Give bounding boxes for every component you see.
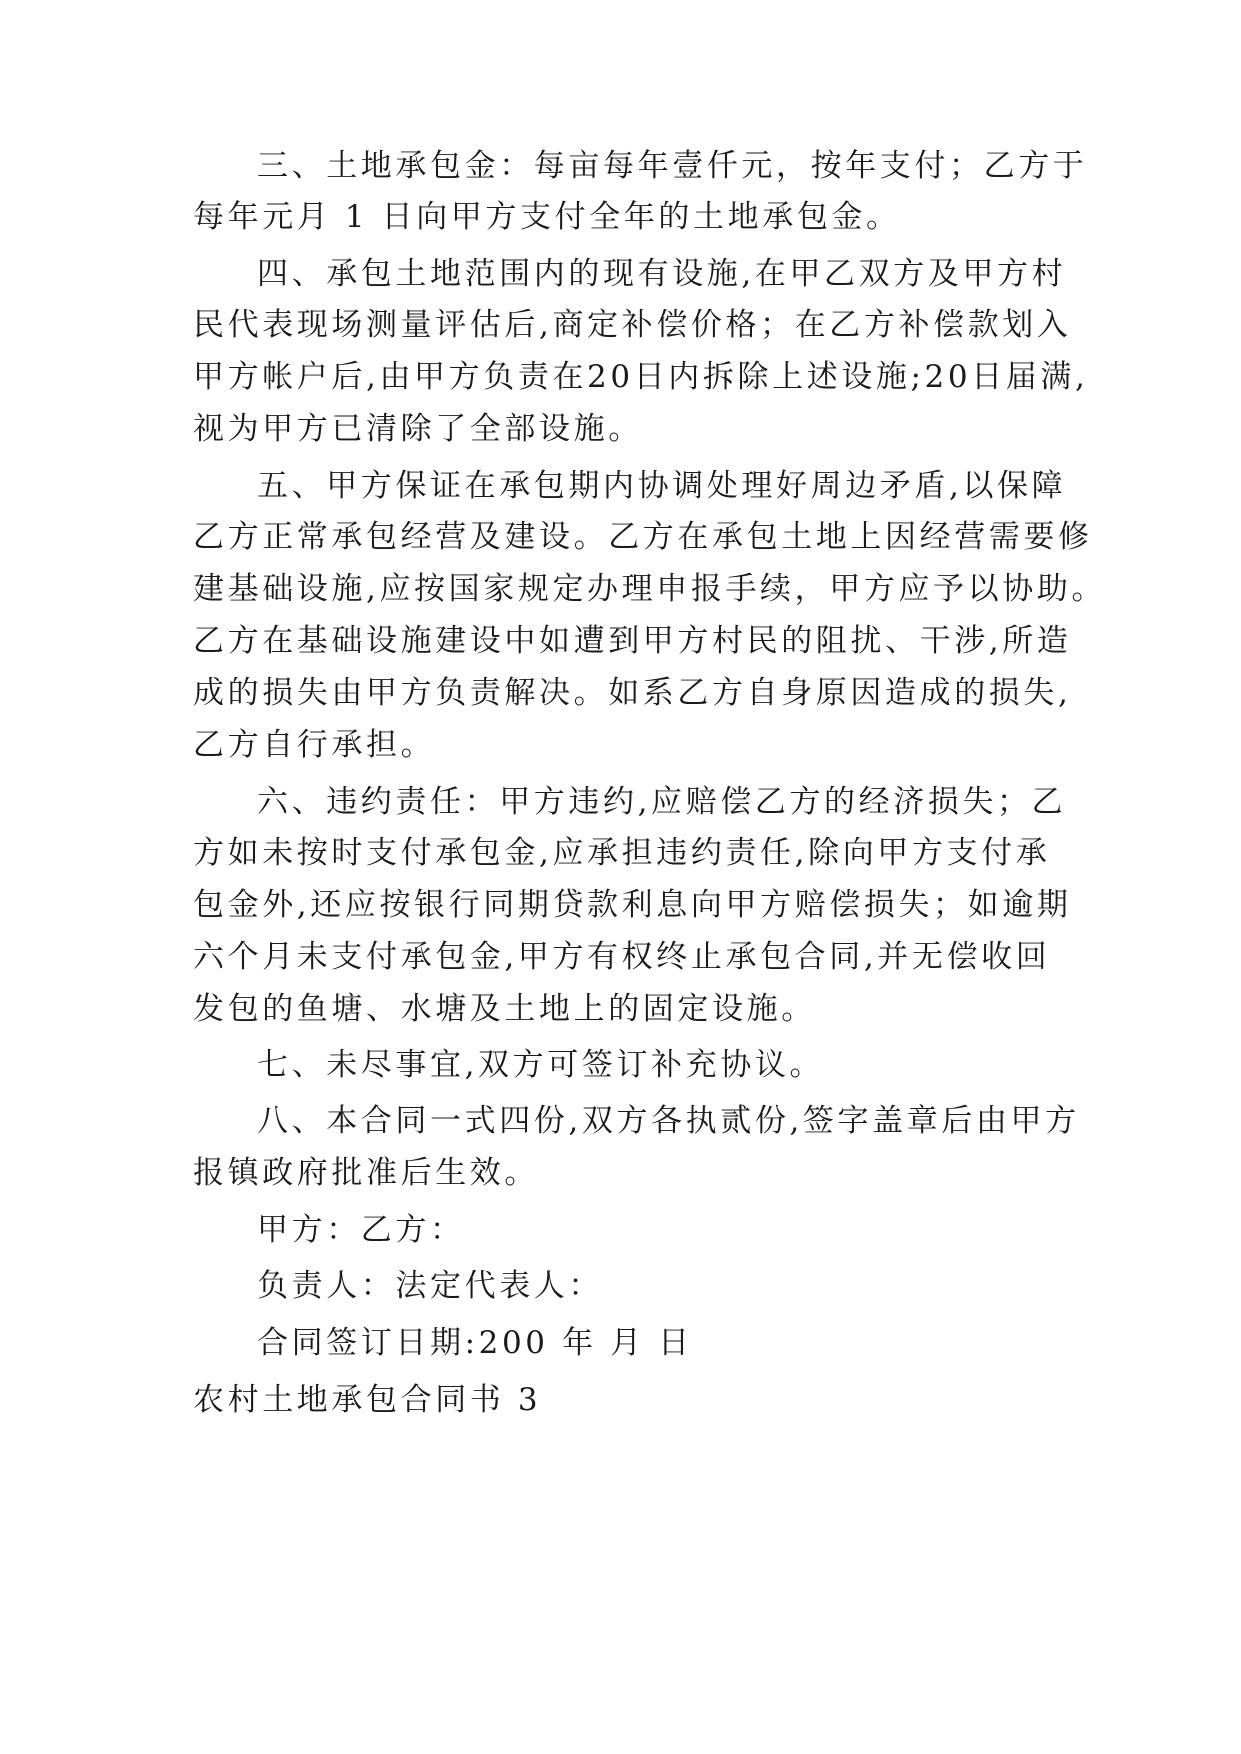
- clause-5-line-6: 乙方自行承担。: [193, 727, 436, 763]
- clause-6-line-4: 六个月未支付承包金,甲方有权终止承包合同,并无偿收回: [193, 939, 1051, 975]
- clause-7-line-1: 七、未尽事宜,双方可签订补充协议。: [257, 1047, 825, 1083]
- clause-5-line-1: 五、甲方保证在承包期内协调处理好周边矛盾,以保障: [257, 468, 1067, 504]
- clause-4-line-2: 民代表现场测量评估后,商定补偿价格；在乙方补偿款划入: [193, 307, 1072, 343]
- signature-representatives: 负责人：法定代表人：: [257, 1268, 603, 1304]
- clause-3-line-1: 三、土地承包金：每亩每年壹仟元，按年支付；乙方于: [257, 148, 1088, 184]
- clause-4-line-1: 四、承包土地范围内的现有设施,在甲乙双方及甲方村: [257, 256, 1067, 292]
- signature-parties: 甲方：乙方：: [257, 1212, 465, 1248]
- signature-date: 合同签订日期:200 年 月 日: [257, 1325, 693, 1361]
- clause-6-line-1: 六、违约责任：甲方违约,应赔偿乙方的经济损失；乙: [257, 784, 1067, 820]
- clause-5-line-2: 乙方正常承包经营及建设。乙方在承包土地上因经营需要修: [193, 519, 1093, 555]
- clause-6-line-2: 方如未按时支付承包金,应承担违约责任,除向甲方支付承: [193, 835, 1051, 871]
- clause-8-line-2: 报镇政府批准后生效。: [193, 1155, 539, 1191]
- clause-5-line-4: 乙方在基础设施建设中如遭到甲方村民的阻扰、干涉,所造: [193, 623, 1072, 659]
- next-document-title: 农村土地承包合同书 3: [193, 1382, 542, 1418]
- clause-5-line-5: 成的损失由甲方负责解决。如系乙方自身原因造成的损失,: [193, 675, 1072, 711]
- clause-4-line-4: 视为甲方已清除了全部设施。: [193, 411, 643, 447]
- clause-6-line-3: 包金外,还应按银行同期贷款利息向甲方赔偿损失；如逾期: [193, 887, 1072, 923]
- clause-6-line-5: 发包的鱼塘、水塘及土地上的固定设施。: [193, 991, 816, 1027]
- clause-3-line-2: 每年元月 1 日向甲方支付全年的土地承包金。: [193, 199, 901, 235]
- clause-8-line-1: 八、本合同一式四份,双方各执贰份,签字盖章后由甲方: [257, 1103, 1080, 1139]
- clause-4-line-3: 甲方帐户后,由甲方负责在20日内拆除上述设施;20日届满,: [193, 359, 1089, 395]
- clause-5-line-3: 建基础设施,应按国家规定办理申报手续，甲方应予以协助。: [193, 571, 1107, 607]
